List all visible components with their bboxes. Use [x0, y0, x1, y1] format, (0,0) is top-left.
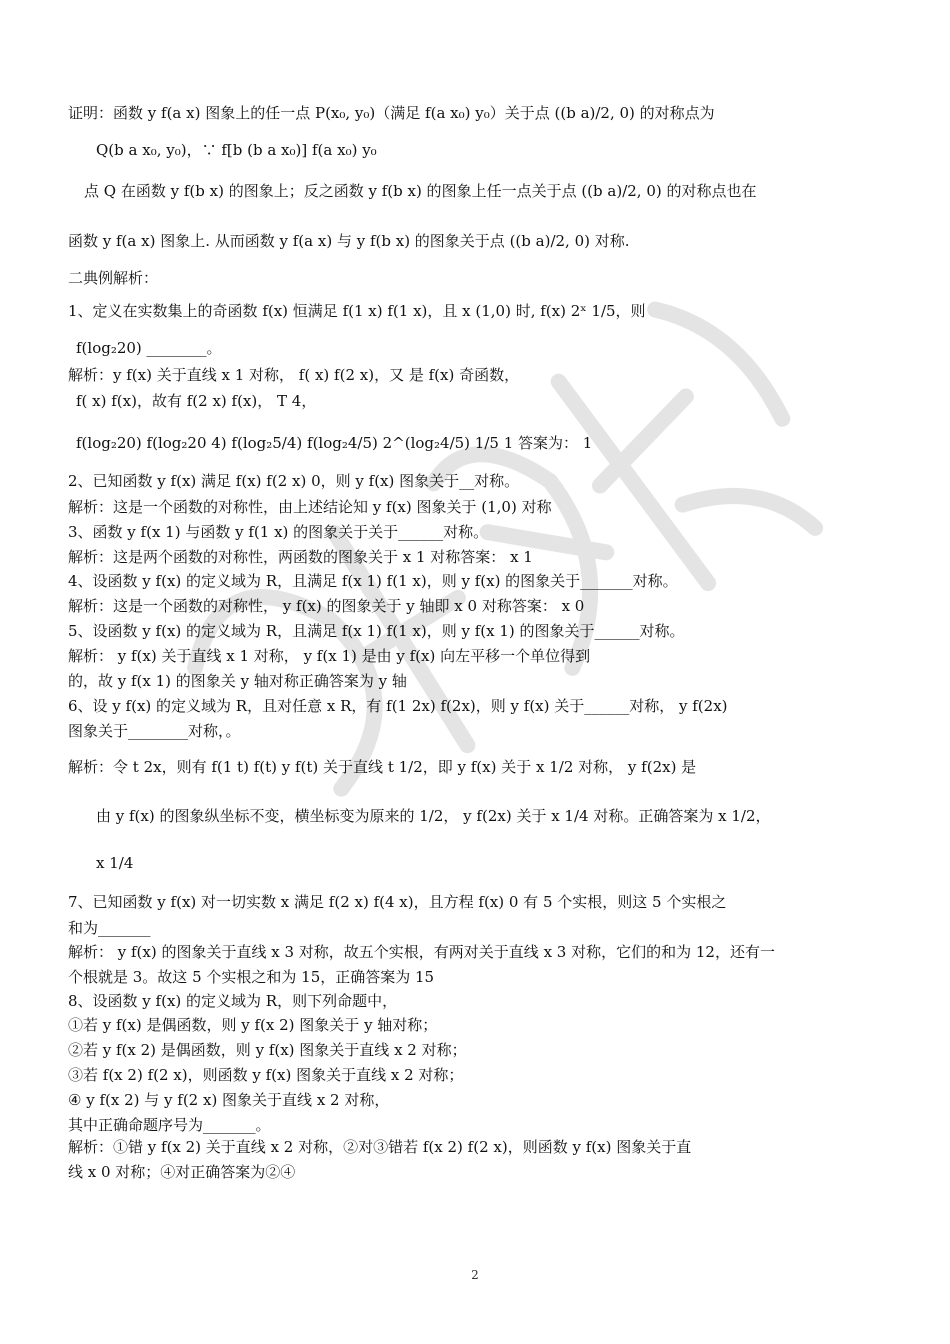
text-line: ②若 y f(x 2) 是偶函数，则 y f(x) 图象关于直线 x 2 对称； — [68, 1041, 467, 1059]
text-line: 函数 y f(a x) 图象上. 从而函数 y f(a x) 与 y f(b x) 的图象关于点 ((b a)/2, 0) 对称. — [68, 232, 630, 250]
section-heading: 二典例解析： — [68, 269, 159, 287]
text-line: 的，故 y f(x 1) 的图象关 y 轴对称正确答案为 y 轴 — [68, 672, 407, 690]
text-line: 6、设 y f(x) 的定义域为 R，且对任意 x R，有 f(1 2x) f(2x)，则 y f(x) 关于______对称， y f(2x) — [68, 697, 728, 715]
text-line: 图象关于________对称，。 — [68, 722, 241, 740]
page-number: 2 — [471, 1268, 479, 1282]
text-line: 4、设函数 y f(x) 的定义域为 R，且满足 f(x 1) f(1 x)，则 y f(x) 的图象关于_______对称。 — [68, 572, 678, 590]
text-line: 解析： y f(x) 关于直线 x 1 对称， y f(x 1) 是由 y f(x) 向左平移一个单位得到 — [68, 647, 591, 665]
text-line: f(log₂20) ________。 — [76, 339, 222, 357]
text-line: 5、设函数 y f(x) 的定义域为 R，且满足 f(x 1) f(1 x)，则 y f(x 1) 的图象关于______对称。 — [68, 622, 685, 640]
text-line: 点 Q 在函数 y f(b x) 的图象上；反之函数 y f(b x) 的图象上任一点关于点 ((b a)/2, 0) 的对称点也在 — [84, 182, 757, 200]
text-line: 7、已知函数 y f(x) 对一切实数 x 满足 f(2 x) f(4 x)，且方程 f(x) 0 有 5 个实根，则这 5 个实根之 — [68, 893, 727, 911]
text-line: 解析：这是一个函数的对称性， y f(x) 的图象关于 y 轴即 x 0 对称答案： x 0 — [68, 597, 585, 615]
text-line: 解析：①错 y f(x 2) 关于直线 x 2 对称，②对③错若 f(x 2) f(2 x)，则函数 y f(x) 图象关于直 — [68, 1138, 692, 1156]
text-line: 证明：函数 y f(a x) 图象上的任一点 P(x₀, y₀)（满足 f(a x₀) y₀）关于点 ((b a)/2, 0) 的对称点为 — [68, 104, 715, 122]
text-line: f(log₂20) f(log₂20 4) f(log₂5/4) f(log₂4/5) 2^(log₂4/5) 1/5 1 答案为： 1 — [76, 434, 593, 452]
text-line: f( x) f(x)，故有 f(2 x) f(x)， T 4， — [76, 392, 317, 410]
text-line: 由 y f(x) 的图象纵坐标不变，横坐标变为原来的 1/2， y f(2x) 关于 x 1/4 对称。正确答案为 x 1/2， — [96, 807, 771, 825]
text-line: 解析：这是两个函数的对称性，两函数的图象关于 x 1 对称答案： x 1 — [68, 548, 533, 566]
text-line: 解析： y f(x) 的图象关于直线 x 3 对称，故五个实根，有两对关于直线 x 3 对称，它们的和为 12，还有一 — [68, 943, 775, 961]
text-line: 1、定义在实数集上的奇函数 f(x) 恒满足 f(1 x) f(1 x)，且 x (1,0) 时, f(x) 2ˣ 1/5，则 — [68, 302, 646, 320]
text-line: 线 x 0 对称；④对正确答案为②④ — [68, 1163, 296, 1181]
text-line: 和为_______ — [68, 919, 151, 937]
text-line: 个根就是 3。故这 5 个实根之和为 15，正确答案为 15 — [68, 968, 435, 986]
text-line: ④ y f(x 2) 与 y f(2 x) 图象关于直线 x 2 对称， — [68, 1091, 390, 1109]
text-line: ①若 y f(x) 是偶函数，则 y f(x 2) 图象关于 y 轴对称； — [68, 1016, 438, 1034]
text-line: 3、函数 y f(x 1) 与函数 y f(1 x) 的图象关于关于______对称。 — [68, 523, 489, 541]
text-line: 2、已知函数 y f(x) 满足 f(x) f(2 x) 0，则 y f(x) 图象关于__对称。 — [68, 472, 520, 490]
text-line: 8、设函数 y f(x) 的定义域为 R，则下列命题中， — [68, 992, 398, 1010]
text-line: ③若 f(x 2) f(2 x)，则函数 y f(x) 图象关于直线 x 2 对称； — [68, 1066, 464, 1084]
text-line: 解析：y f(x) 关于直线 x 1 对称， f( x) f(2 x)，又 是 f(x) 奇函数， — [68, 366, 520, 384]
text-line: Q(b a x₀, y₀)，∵ f[b (b a x₀)] f(a x₀) y₀ — [96, 141, 377, 159]
text-line: 解析：令 t 2x，则有 f(1 t) f(t) y f(t) 关于直线 t 1/2，即 y f(x) 关于 x 1/2 对称， y f(2x) 是 — [68, 758, 697, 776]
text-line: x 1/4 — [96, 854, 134, 872]
text-line: 其中正确命题序号为_______。 — [68, 1116, 271, 1134]
text-line: 解析：这是一个函数的对称性，由上述结论知 y f(x) 图象关于 (1,0) 对称 — [68, 498, 552, 516]
